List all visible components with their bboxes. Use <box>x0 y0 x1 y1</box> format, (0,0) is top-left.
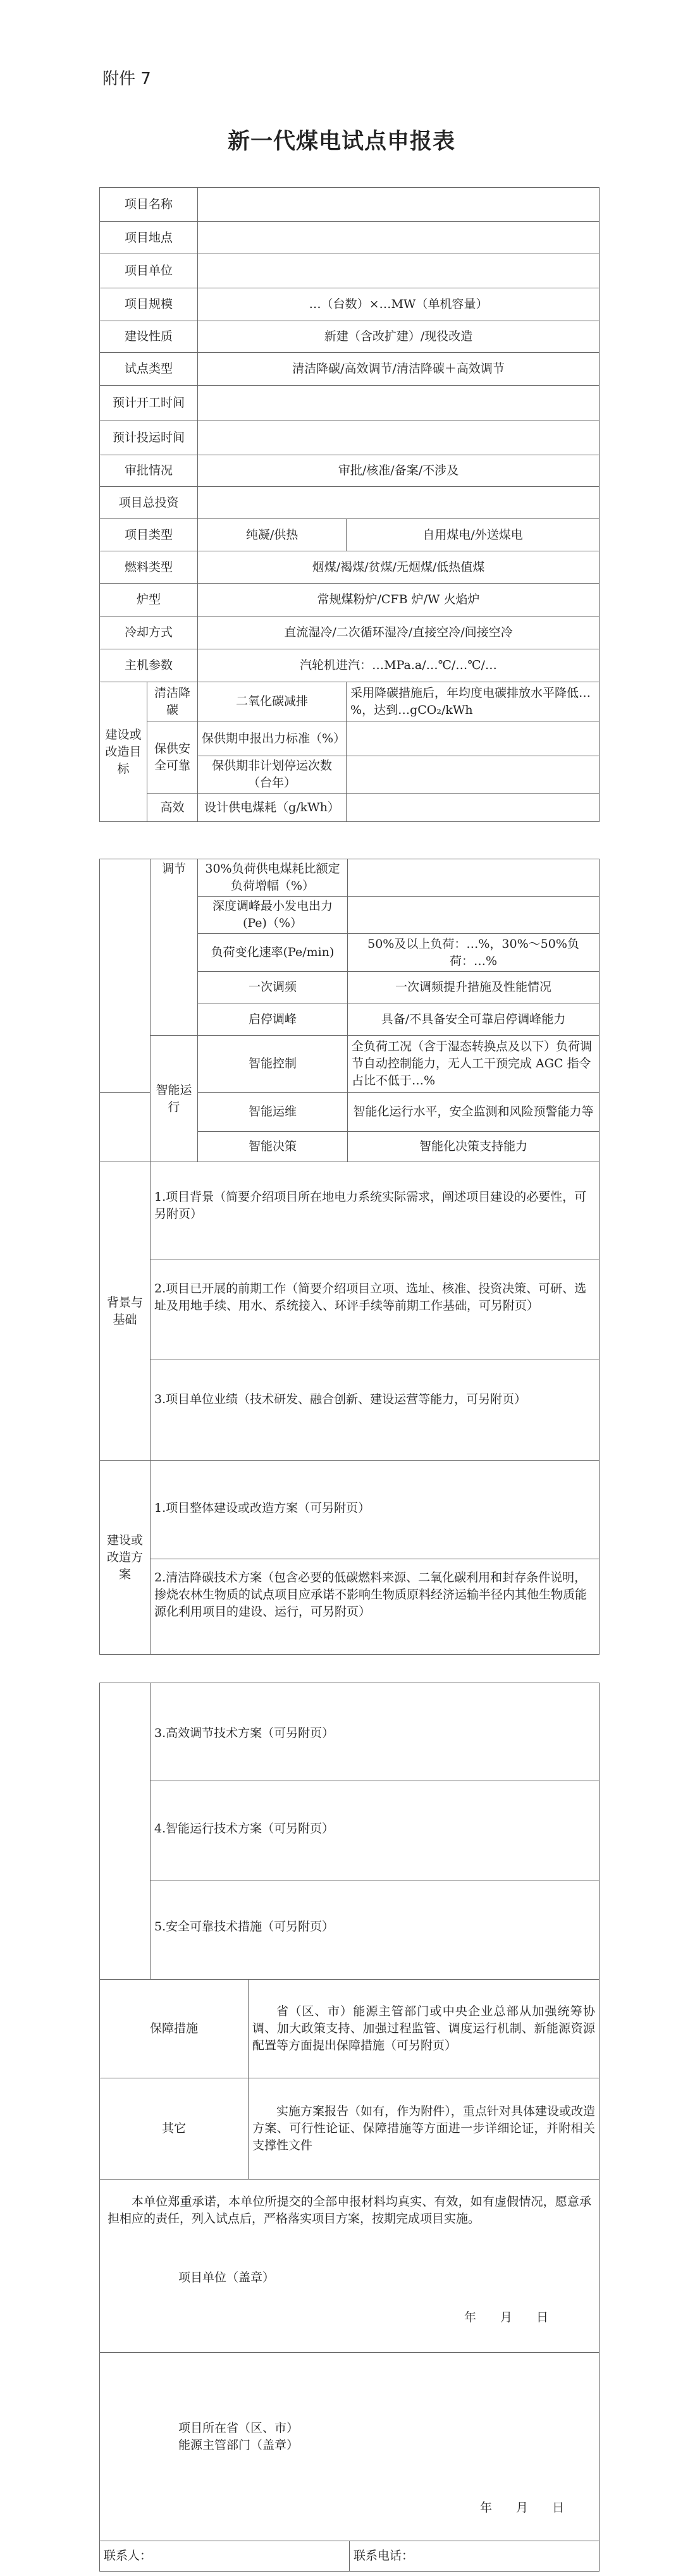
label-project-name: 项目名称 <box>100 188 198 222</box>
label-supply-outage: 保供期非计划停运次数（台年） <box>198 756 347 794</box>
plan-blank-col <box>100 1683 151 1980</box>
value-pilot-type[interactable]: 清洁降碳/高效调节/清洁降碳＋高效调节 <box>198 353 600 386</box>
value-reg-row8[interactable]: 智能化决策支持能力 <box>348 1132 600 1162</box>
authority-line-2: 能源主管部门（盖章） <box>178 2438 299 2452</box>
background-item-3[interactable] <box>151 1359 600 1461</box>
label-reg-row3: 负荷变化速率(Pe/min) <box>198 934 348 972</box>
plan-item-3-text: 3.高效调节技术方案（可另附页） <box>154 1726 335 1740</box>
plan-item-5[interactable] <box>151 1880 600 1980</box>
value-coal-consumption[interactable] <box>347 794 600 822</box>
regulation-blank-col-2 <box>100 1093 151 1132</box>
value-co2-reduction[interactable]: 采用降碳措施后，年均度电碳排放水平降低…%，达到…gCO₂/kWh <box>347 682 600 721</box>
label-plan: 建设或改造方案 <box>100 1461 151 1655</box>
label-project-category: 项目类型 <box>100 519 198 551</box>
label-main-params: 主机参数 <box>100 649 198 682</box>
label-pilot-type: 试点类型 <box>100 353 198 386</box>
value-expected-operation[interactable] <box>198 420 600 455</box>
value-reg-row1[interactable] <box>348 859 600 897</box>
label-efficiency: 高效 <box>147 794 198 822</box>
value-reg-row4[interactable]: 一次调频提升措施及性能情况 <box>348 972 600 1003</box>
label-reg-row4: 一次调频 <box>198 972 348 1003</box>
value-reg-row6[interactable]: 全负荷工况（含于湿态转换点及以下）负荷调节自动控制能力，无人工干预完成 AGC 指令占比不低于…% <box>348 1036 600 1093</box>
plan-item-4-text: 4.智能运行技术方案（可另附页） <box>154 1822 335 1836</box>
authority-table <box>99 2352 600 2572</box>
label-clean-carbon: 清洁降碳 <box>147 682 198 721</box>
label-cooling: 冷却方式 <box>100 616 198 649</box>
value-project-location[interactable] <box>198 222 600 254</box>
background-item-2-text: 2.项目已开展的前期工作（简要介绍项目立项、选址、核准、投资决策、可研、选址及用地手续、用水、系统接入、环评手续等前期工作基础，可另附页） <box>154 1282 587 1313</box>
other-text: 实施方案报告（如有，作为附件），重点针对具体建设或改造方案、可行性论证、保障措施等方面进一步详细论证，并附相关支撑性文件 <box>252 2104 596 2152</box>
commitment-cell <box>100 2180 600 2353</box>
value-cooling[interactable]: 直流湿冷/二次循环湿冷/直接空冷/间接空冷 <box>198 616 600 649</box>
label-background: 背景与基础 <box>100 1162 151 1461</box>
value-reg-row3[interactable]: 50%及以上负荷：…%，30%～50%负荷：…% <box>348 934 600 972</box>
value-fuel-type[interactable]: 烟煤/褐煤/贫煤/无烟煤/低热值煤 <box>198 551 600 584</box>
plan-item-3[interactable] <box>151 1683 600 1781</box>
plan-item-1[interactable] <box>151 1461 600 1559</box>
value-project-name[interactable] <box>198 188 600 222</box>
value-reg-row7[interactable]: 智能化运行水平，安全监测和风险预警能力等 <box>348 1093 600 1132</box>
background-item-3-text: 3.项目单位业绩（技术研发、融合创新、建设运营等能力，可另附页） <box>154 1392 527 1406</box>
plan-item-5-text: 5.安全可靠技术措施（可另附页） <box>154 1920 335 1934</box>
attachment-label: 附件 7 <box>102 70 151 89</box>
label-reg-row8: 智能决策 <box>198 1132 348 1162</box>
value-supply-output[interactable] <box>347 721 600 756</box>
contact-person[interactable]: 联系人： <box>100 2541 350 2572</box>
label-fuel-type: 燃料类型 <box>100 551 198 584</box>
value-main-params[interactable]: 汽轮机进汽：…MPa.a/…℃/…℃/… <box>198 649 600 682</box>
authority-date: 年 月 日 <box>480 2501 565 2515</box>
value-project-category-1[interactable]: 纯凝/供热 <box>198 519 347 551</box>
label-reg-row7: 智能运维 <box>198 1093 348 1132</box>
value-total-investment[interactable] <box>198 487 600 519</box>
label-boiler: 炉型 <box>100 584 198 616</box>
value-guarantee[interactable] <box>249 1980 600 2078</box>
label-reg-row2: 深度调峰最小发电出力(Pe)（%） <box>198 897 348 934</box>
plan-item-2[interactable] <box>151 1559 600 1655</box>
label-coal-consumption: 设计供电煤耗（g/kWh） <box>198 794 347 822</box>
background-item-1-text: 1.项目背景（简要介绍项目所在地电力系统实际需求，阐述项目建设的必要性，可另附页） <box>154 1190 587 1221</box>
label-project-unit: 项目单位 <box>100 254 198 288</box>
contact-phone[interactable]: 联系电话： <box>350 2541 600 2572</box>
commitment-seal-label: 项目单位（盖章） <box>178 2271 275 2285</box>
label-total-investment: 项目总投资 <box>100 487 198 519</box>
label-project-location: 项目地点 <box>100 222 198 254</box>
label-approval-status: 审批情况 <box>100 455 198 487</box>
value-expected-start[interactable] <box>198 386 600 420</box>
label-regulate: 调节 <box>151 859 198 1036</box>
label-expected-operation: 预计投运时间 <box>100 420 198 455</box>
regulation-table <box>99 859 600 1655</box>
value-project-unit[interactable] <box>198 254 600 288</box>
page-title: 新一代煤电试点申报表 <box>227 129 455 154</box>
label-guarantee: 保障措施 <box>100 1980 249 2078</box>
label-other: 其它 <box>100 2078 249 2180</box>
value-reg-row2[interactable] <box>348 897 600 934</box>
regulation-blank-col-3 <box>100 1132 151 1162</box>
value-other[interactable] <box>249 2078 600 2180</box>
label-project-scale: 项目规模 <box>100 288 198 321</box>
authority-line-1: 项目所在省（区、市） <box>178 2421 299 2435</box>
label-supply-output: 保供期申报出力标准（%） <box>198 721 347 756</box>
guarantee-text: 省（区、市）能源主管部门或中央企业总部从加强统筹协调、加大政策支持、加强过程监管、调度运行机制、新能源资源配置等方面提出保障措施（可另附页） <box>252 2004 596 2052</box>
label-reg-row6: 智能控制 <box>198 1036 348 1093</box>
commitment-date: 年 月 日 <box>464 2310 549 2324</box>
value-boiler[interactable]: 常规煤粉炉/CFB 炉/W 火焰炉 <box>198 584 600 616</box>
label-reg-row5: 启停调峰 <box>198 1003 348 1036</box>
regulation-blank-col <box>100 859 151 1093</box>
label-expected-start: 预计开工时间 <box>100 386 198 420</box>
value-reg-row5[interactable]: 具备/不具备安全可靠启停调峰能力 <box>348 1003 600 1036</box>
plan-item-2-text: 2.清洁降碳技术方案（包含必要的低碳燃料来源、二氧化碳利用和封存条件说明，掺烧农林生物质的试点项目应承诺不影响生物质原料经济运输半径内其他生物质能源化利用项目的建设、运行，可另附页） <box>154 1571 588 1619</box>
value-approval-status[interactable]: 审批/核准/备案/不涉及 <box>198 455 600 487</box>
label-targets-section: 建设或改造目标 <box>100 682 147 822</box>
background-item-2[interactable] <box>151 1260 600 1359</box>
background-item-1[interactable] <box>151 1162 600 1260</box>
label-supply-security: 保供安全可靠 <box>147 721 198 794</box>
value-construction-nature[interactable]: 新建（含改扩建）/现役改造 <box>198 321 600 353</box>
plan-item-4[interactable] <box>151 1781 600 1880</box>
label-smart-operation: 智能运行 <box>151 1036 198 1162</box>
commitment-text: 本单位郑重承诺，本单位所提交的全部申报材料均真实、有效，如有虚假情况，愿意承担相应的责任，列入试点后，严格落实项目方案，按期完成项目实施。 <box>108 2195 592 2226</box>
authority-cell <box>100 2353 600 2541</box>
plan-item-1-text: 1.项目整体建设或改造方案（可另附页） <box>154 1501 371 1515</box>
label-reg-row1: 30%负荷供电煤耗比额定负荷增幅（%） <box>198 859 348 897</box>
basic-info-table <box>99 187 600 822</box>
value-project-category-2[interactable]: 自用煤电/外送煤电 <box>347 519 600 551</box>
label-construction-nature: 建设性质 <box>100 321 198 353</box>
label-co2-reduction: 二氧化碳减排 <box>198 682 347 721</box>
value-supply-outage[interactable] <box>347 756 600 794</box>
plan-table <box>99 1683 600 2353</box>
value-project-scale[interactable]: …（台数）×…MW（单机容量） <box>198 288 600 321</box>
